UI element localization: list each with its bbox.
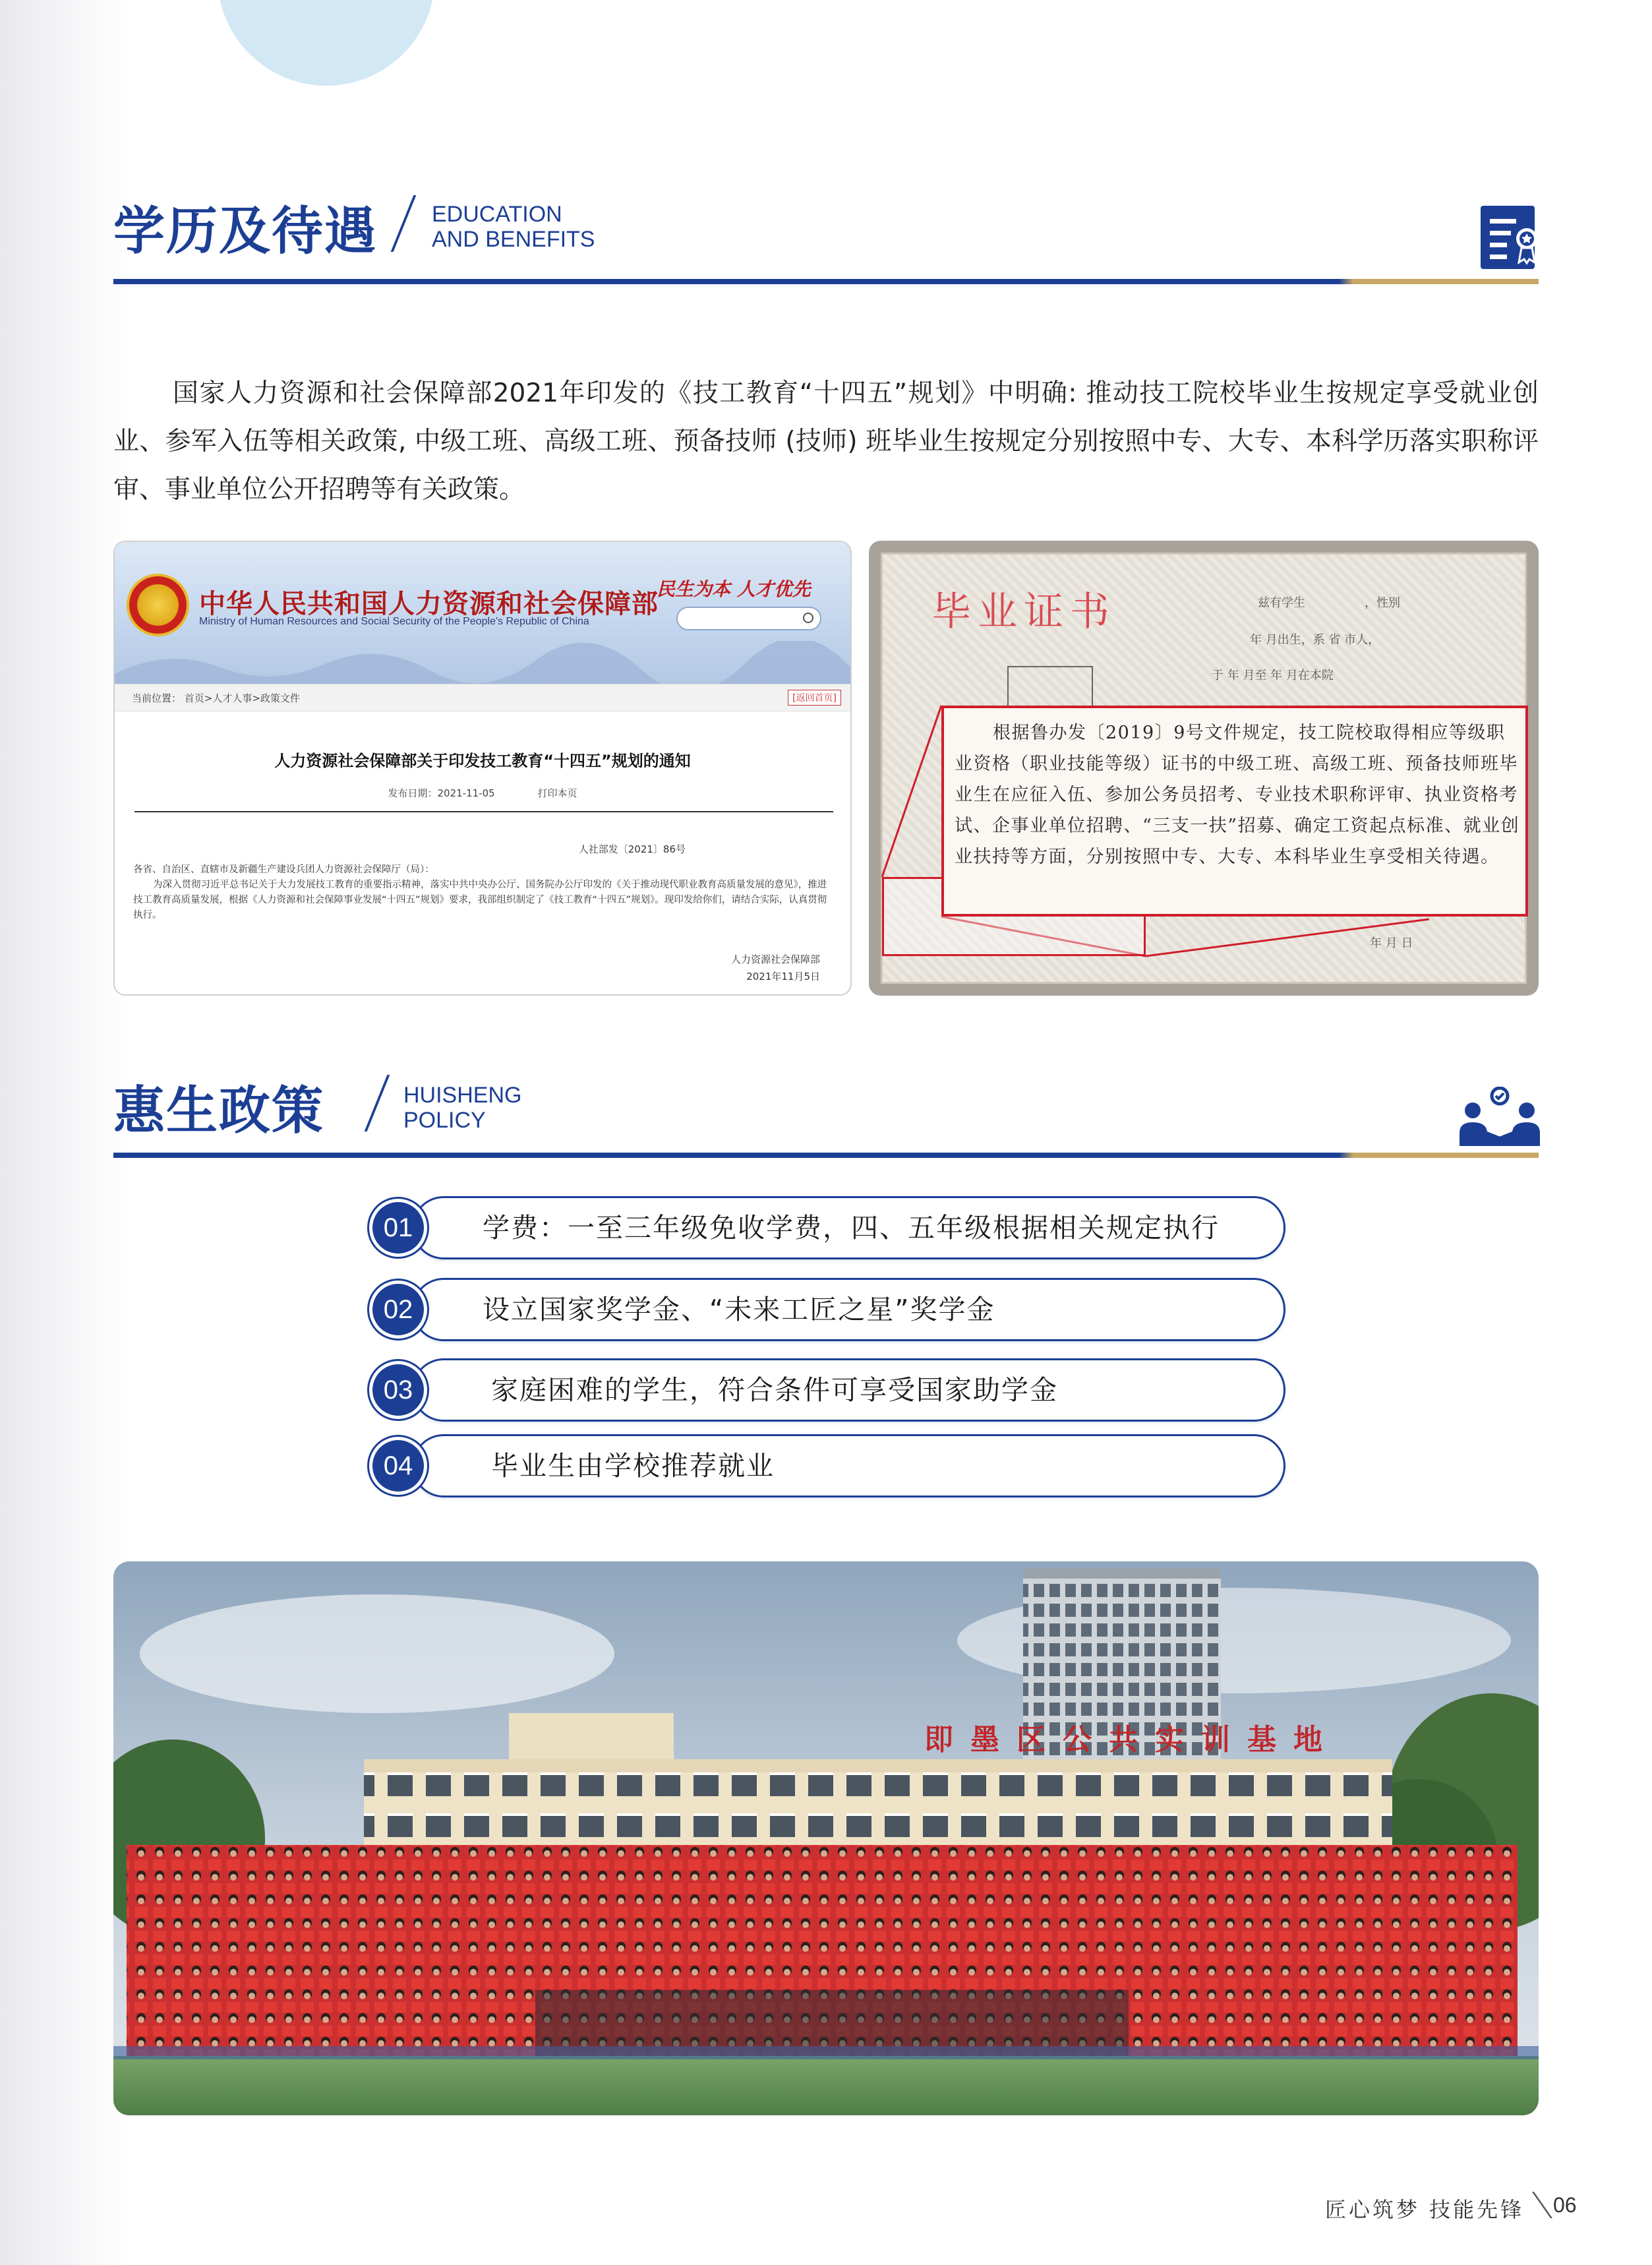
title-slash [391, 195, 417, 252]
ministry-document-image [113, 541, 852, 996]
ministry-en-title: Ministry of Human Resources and Social Security of the People's Republic of China [199, 616, 589, 627]
subtitle-line1: EDUCATION [432, 202, 562, 227]
certificate-document-icon [1479, 204, 1543, 273]
policy-text: 家庭困难的学生，符合条件可享受国家助学金 [491, 1374, 1058, 1406]
doc-body [133, 862, 833, 923]
cert-field-study: 于 年 月至 年 月在本院 [1212, 669, 1334, 682]
cert-field-date: 年 月 日 [1370, 936, 1413, 950]
policy-item [369, 1196, 1285, 1259]
doc-breadcrumb [115, 684, 850, 711]
decorative-circle [218, 0, 435, 86]
subtitle-line2: POLICY [403, 1108, 486, 1133]
doc-body-text: 为深入贯彻习近平总书记关于大力发展技工教育的重要指示精神，落实中共中央办公厅、国务院办公厅印发的《关于推动现代职业教育高质量发展的意见》，推进技工教育高质量发展，根据《人力资源和社会保障事业发展“十四五”规划》要求，我部组织制定了《技工教育“十四五”规划》。现印发给你们，请结合实际，认真贯彻执行。 [133, 880, 827, 921]
section-subtitle-policy [403, 1083, 521, 1133]
policy-item [369, 1278, 1285, 1341]
doc-meta [115, 786, 850, 800]
policy-item [369, 1434, 1285, 1497]
cert-field-student: 兹有学生 ，性别 [1258, 596, 1400, 610]
policy-item [369, 1358, 1285, 1422]
policy-number: 03 [369, 1361, 427, 1419]
graduation-certificate-image [869, 541, 1539, 996]
policy-number: 04 [369, 1437, 427, 1495]
doc-rule [134, 811, 833, 812]
section-title-education: 学历及待遇 [113, 201, 378, 261]
policy-text: 毕业生由学校推荐就业 [491, 1450, 775, 1482]
title-slash [365, 1075, 390, 1132]
group-photo-illustration [113, 1561, 1539, 2115]
building-sign: 即墨区公共实训基地 [924, 1723, 1340, 1757]
page-slash [1532, 2192, 1552, 2218]
intro-paragraph: 国家人力资源和社会保障部2021年印发的《技工教育“十四五”规划》中明确: 推动技工院校毕业生按规定享受就业创业、参军入伍等相关政策, 中级工班、高级工班、预备技师 (技师) 班毕业生按规定分别按照中专、大专、本科学历落实职称评审、事业单位公开招聘等有关政策。 [113, 378, 1539, 504]
cert-zoom-text: 根据鲁办发〔2019〕9号文件规定，技工院校取得相应等级职业资格（职业技能等级）证书的中级工班、高级工班、预备技师班毕业生在应征入伍、参加公务员招考、专业技术职称评审、执业资格考试、企事业单位招聘、“三支一扶”招募、确定工资起点标准、就业创业扶持等方面，分别按照中专、大专、本科毕业生享受相关待遇。 [955, 723, 1520, 867]
certificate-title: 毕业证书 [931, 589, 1116, 635]
doc-signer: 人力资源社会保障部 [730, 953, 820, 965]
subtitle-line2: AND BENEFITS [432, 227, 595, 252]
footer-slogan: 匠心筑梦 技能先锋 [1325, 2197, 1525, 2222]
group-photo [113, 1561, 1539, 2115]
people-check-icon [1458, 1087, 1541, 1150]
doc-body-greeting: 各省、自治区、直辖市及新疆生产建设兵团人力资源社会保障厅（局）： [133, 864, 434, 875]
policy-number: 02 [369, 1281, 427, 1339]
publish-date: 发布日期：2021-11-05 [388, 787, 495, 799]
subtitle-line1: HUISHENG [403, 1083, 522, 1108]
back-home-link: [返回首页] [788, 690, 841, 706]
national-emblem-icon [127, 574, 189, 636]
ministry-cn-title: 中华人民共和国人力资源和社会保障部 [199, 589, 659, 619]
policy-number: 01 [369, 1199, 427, 1257]
section-subtitle-education [432, 202, 595, 252]
section-divider [113, 279, 1539, 284]
ministry-search-box [676, 607, 821, 630]
cert-field-birth: 年 月出生，系 省 市人， [1250, 633, 1380, 647]
doc-sign-date: 2021年11月5日 [746, 971, 820, 982]
section-title-policy: 惠生政策 [113, 1081, 325, 1141]
section-divider [113, 1153, 1539, 1158]
doc-heading: 人力资源社会保障部关于印发技工教育“十四五”规划的通知 [274, 752, 691, 770]
banner-hills [115, 641, 850, 687]
doc-signature [731, 951, 820, 985]
ministry-slogan: 民生为本 人才优先 [657, 578, 811, 600]
policy-text: 设立国家奖学金、“未来工匠之星”奖学金 [483, 1294, 995, 1325]
search-icon [803, 613, 813, 623]
breadcrumb-text: 当前位置： 首页>人才人事>政策文件 [132, 692, 300, 704]
print-link: 打印本页 [537, 787, 577, 799]
policy-text: 学费：一至三年级免收学费，四、五年级根据相关规定执行 [483, 1212, 1220, 1244]
page-number: 06 [1553, 2193, 1577, 2217]
doc-number: 人社部发〔2021〕86号 [578, 843, 686, 855]
